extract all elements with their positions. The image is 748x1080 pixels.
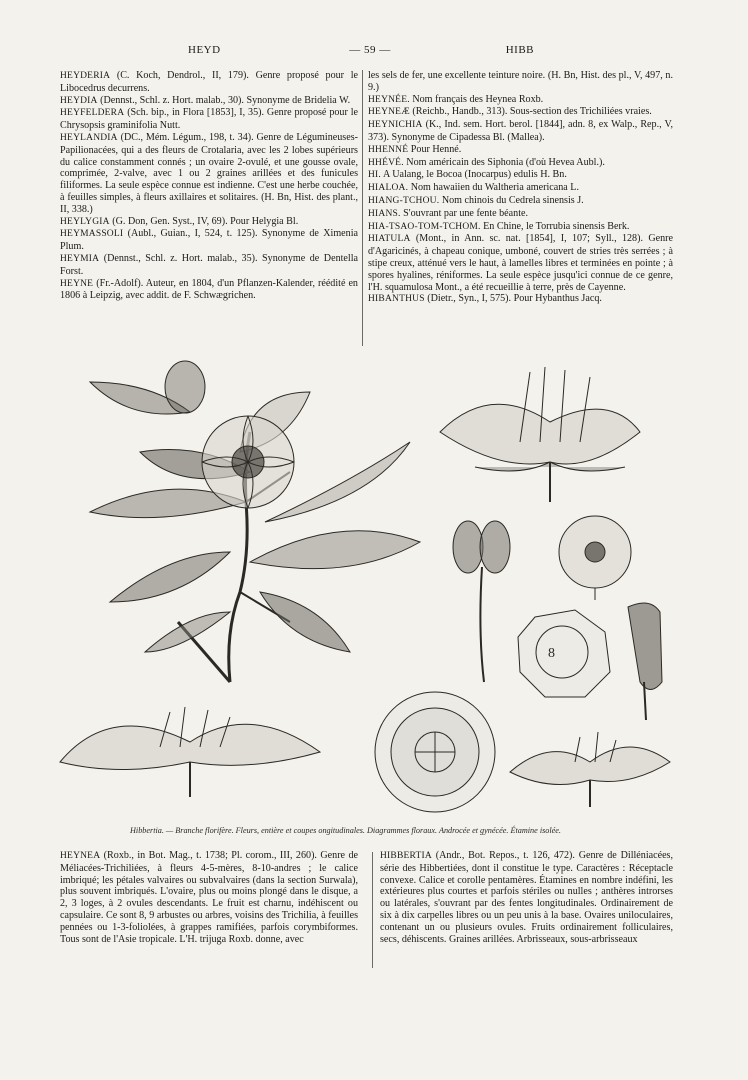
entry-text: (DC., Mém. Légum., 198, t. 34). Genre de Légumineuses-Papilionacées, qui a des fleurs de Crotalaria, avec les 2 lobes supérieurs du calice constamment connés ; un ovaire 2-ovulé, et une gousse ovale, comprimée, 2-valve, avec 1 ou 2 graines arillées et des funicules filiformes. La seule espèce connue est indienne. C'est une herbe couchée, à feuilles simples, à fleurs axillaires et solitaires. (H. Bn, Hist. des plant., II, 338.) bbox=[60, 131, 358, 215]
small-flower bbox=[559, 516, 631, 600]
entry-text: A Ualang, le Bocoa (Inocarpus) edulis H. Bn. bbox=[382, 169, 567, 181]
dictionary-entry bbox=[368, 233, 673, 293]
entry-headword: HIANS. bbox=[368, 208, 401, 219]
top-right-column bbox=[368, 70, 673, 306]
entry-text: S'ouvrant par une fente béante. bbox=[403, 207, 528, 219]
dictionary-entry bbox=[368, 208, 673, 221]
entry-headword: HEYMASSOLI bbox=[60, 229, 124, 240]
dictionary-entry bbox=[380, 850, 673, 945]
entry-text: Pour Henné. bbox=[410, 143, 462, 155]
entry-headword: HIALOA. bbox=[368, 183, 409, 194]
dictionary-entry bbox=[60, 107, 358, 132]
entry-headword: HIBANTHUS bbox=[368, 294, 425, 305]
dictionary-entry bbox=[368, 195, 673, 208]
entry-text: Nom français des Heynea Roxb. bbox=[412, 93, 544, 105]
running-header bbox=[60, 44, 680, 62]
dictionary-entry bbox=[368, 106, 673, 119]
entry-text: Nom hawaiien du Waltheria americana L. bbox=[410, 182, 579, 194]
column-rule-bottom bbox=[372, 852, 373, 968]
flower-longitudinal-section bbox=[440, 367, 640, 502]
entry-headword: HEYLANDIA bbox=[60, 132, 118, 143]
entry-headword: HEYNÉE. bbox=[368, 94, 410, 105]
flowering-branch bbox=[90, 361, 420, 682]
bottom-left-column bbox=[60, 850, 358, 945]
entry-headword: HEYDIA bbox=[60, 95, 98, 106]
dictionary-entry bbox=[60, 850, 358, 945]
dictionary-entry bbox=[368, 221, 673, 234]
entry-text: les sels de fer, une excellente teinture noire. (H. Bn, Hist. des pl., V, 497, n. 9.) bbox=[368, 70, 673, 93]
dictionary-entry bbox=[368, 70, 673, 94]
dictionary-entry bbox=[60, 132, 358, 216]
flower-section-lower bbox=[60, 707, 320, 797]
column-rule bbox=[362, 70, 363, 346]
entry-headword: HEYNICHIA bbox=[368, 120, 423, 131]
dictionary-entry bbox=[60, 278, 358, 303]
entry-text: (Andr., Bot. Repos., t. 126, 472). Genre de Dilléniacées, série des Hibbertiées, dont il constitue le type. Caractères : Réceptacle convexe. Calice et corolle pentamères. Étamines en nombre indéfini, les extérieures plus courtes et parfois stériles ou nulles ; anthères introrses ou latérales, s'ouvrant par des fentes longitudinales. Ordinairement de six à dix carpelles libres ou un peu unis à la base. Ovaires uniloculaires, contenant un ou plusieurs ovules. Fruits ordinairement folliculaires, secs, déhiscents. Graines arillées. Arbrisseaux, sous-arbrisseaux bbox=[380, 850, 674, 945]
entry-text: Nom américain des Siphonia (d'où Hevea Aubl.). bbox=[406, 156, 605, 168]
entry-headword: HHÉVÉ. bbox=[368, 157, 404, 168]
entry-headword: HEYNEA bbox=[60, 851, 101, 861]
dictionary-entry bbox=[368, 144, 673, 157]
hibbertia-illustration bbox=[50, 352, 690, 822]
dictionary-entry bbox=[60, 95, 358, 108]
floral-diagram-large bbox=[375, 692, 495, 812]
entry-headword: HEYMIA bbox=[60, 253, 100, 264]
entry-text: (Roxb., in Bot. Mag., t. 1738; Pl. corom., III, 260). Genre de Méliacées-Trichiliées, à fleurs 4-5-mères, 8-10-andres ; le calice imbriqué; les pétales valvaires ou subvalvaires (dans la section Surwala), plus souvent imbriqués. L'ovaire, plus ou moins plongé dans le disque, a 2, 3 loges, à 2 ovules descendants. Le fruit est charnu, indéhiscent ou capsulaire. Ce sont 8, 9 arbustes ou arbres, voisins des Trichilia, à feuilles pennées ou 1-3-foliolées, à grappes ramifiées, parfois corymbiformes. Tous sont de l'Asie tropicale. L'H. trijuga Roxb. donne, avec bbox=[60, 850, 358, 945]
entry-headword: HHENNÉ bbox=[368, 144, 409, 155]
entry-headword: HIANG-TCHOU. bbox=[368, 195, 440, 206]
entry-headword: HEYFELDERA bbox=[60, 108, 125, 119]
entry-text: (Dietr., Syn., I, 575). Pour Hybanthus Jacq. bbox=[427, 293, 602, 305]
entry-headword: HIBBERTIA bbox=[380, 851, 432, 861]
entry-text: (Fr.-Adolf). Auteur, en 1804, d'un Pflanzen-Kalender, réédité en 1806 à Leipzig, avec addit. de F. Schwægrichen. bbox=[60, 277, 358, 302]
figure-caption: Hibbertia. — Branche florifère. Fleurs, entière et coupes ongitudinales. Diagrammes floraux. Androcée et gynécée. Étamine isolée. bbox=[130, 826, 561, 835]
stamen bbox=[453, 521, 510, 682]
dictionary-entry bbox=[60, 70, 358, 95]
entry-text: Nom chinois du Cedrela sinensis J. bbox=[441, 194, 584, 206]
entry-headword: HIATULA bbox=[368, 234, 411, 245]
entry-headword: HIA-TSAO-TOM-TCHOM. bbox=[368, 221, 481, 232]
dictionary-entry bbox=[368, 182, 673, 195]
dictionary-entry bbox=[60, 253, 358, 278]
entry-text: (Mont., in Ann. sc. nat. [1854], I, 107; Syll., 128). Genre d'Agaricinés, à chapeau conique, umboné, couvert de stries très serrées ; à stipe creux, atténué vers le haut, à lamelles libres et terminées en pointe ; à spores hyalines, réniformes. La seule espèce jusqu'ici connue de ce genre, l'H. squamulosa Mont., a été recueillie à terre, près de Cayenne. bbox=[368, 233, 673, 293]
entry-text: (Dennst., Schl. z. Hort. malab., 30). Synonyme de Bridelia W. bbox=[100, 94, 351, 106]
bottom-right-column bbox=[380, 850, 673, 945]
entry-text: (G. Don, Gen. Syst., IV, 69). Pour Helygia Bl. bbox=[112, 215, 299, 227]
dictionary-entry bbox=[368, 94, 673, 107]
androecium-gynoecium bbox=[628, 603, 662, 720]
entry-text: (Reichb., Handb., 313). Sous-section des Trichiliées vraies. bbox=[412, 106, 652, 118]
header-right-word: HIBB bbox=[505, 44, 534, 56]
floral-diagram-small bbox=[518, 610, 610, 697]
entry-text: (C. Koch, Dendrol., II, 179). Genre proposé pour le Libocedrus decurrens. bbox=[60, 70, 358, 94]
entry-headword: HEYDERIA bbox=[60, 71, 111, 81]
entry-headword: HI. bbox=[368, 170, 381, 181]
header-left-word: HEYD bbox=[188, 44, 221, 56]
entry-text: En Chine, le Torrubia sinensis Berk. bbox=[483, 220, 630, 232]
page-number: — 59 — bbox=[349, 44, 391, 56]
entry-headword: HEYNEÆ bbox=[368, 107, 410, 118]
dictionary-entry bbox=[60, 216, 358, 229]
dictionary-entry bbox=[368, 119, 673, 144]
dictionary-entry bbox=[60, 228, 358, 253]
entry-headword: HEYLYGIA bbox=[60, 216, 110, 227]
entry-text: (Dennst., Schl. z. Hort. malab., 35). Synonyme de Dentella Forst. bbox=[60, 252, 358, 277]
dictionary-entry bbox=[368, 169, 673, 182]
dictionary-entry bbox=[368, 157, 673, 170]
entry-text: (Aubl., Guian., I, 524, t. 125). Synonyme de Ximenia Plum. bbox=[60, 228, 358, 253]
dictionary-entry bbox=[368, 293, 673, 306]
botanical-engraving bbox=[50, 352, 690, 822]
top-left-column bbox=[60, 70, 358, 302]
svg-text:8: 8 bbox=[548, 646, 555, 661]
entry-text: (Sch. bip., in Flora [1853], I, 35). Genre proposé pour le Chrysopsis graminifolia Nutt. bbox=[60, 107, 358, 132]
flower-section-right bbox=[510, 732, 670, 807]
entry-text: (K., Ind. sem. Hort. berol. [1844], adn. 8, ex Walp., Rep., V, 373). Synonyme de Cipadessa Bl. (Mallea). bbox=[368, 119, 673, 143]
entry-headword: HEYNE bbox=[60, 278, 94, 289]
